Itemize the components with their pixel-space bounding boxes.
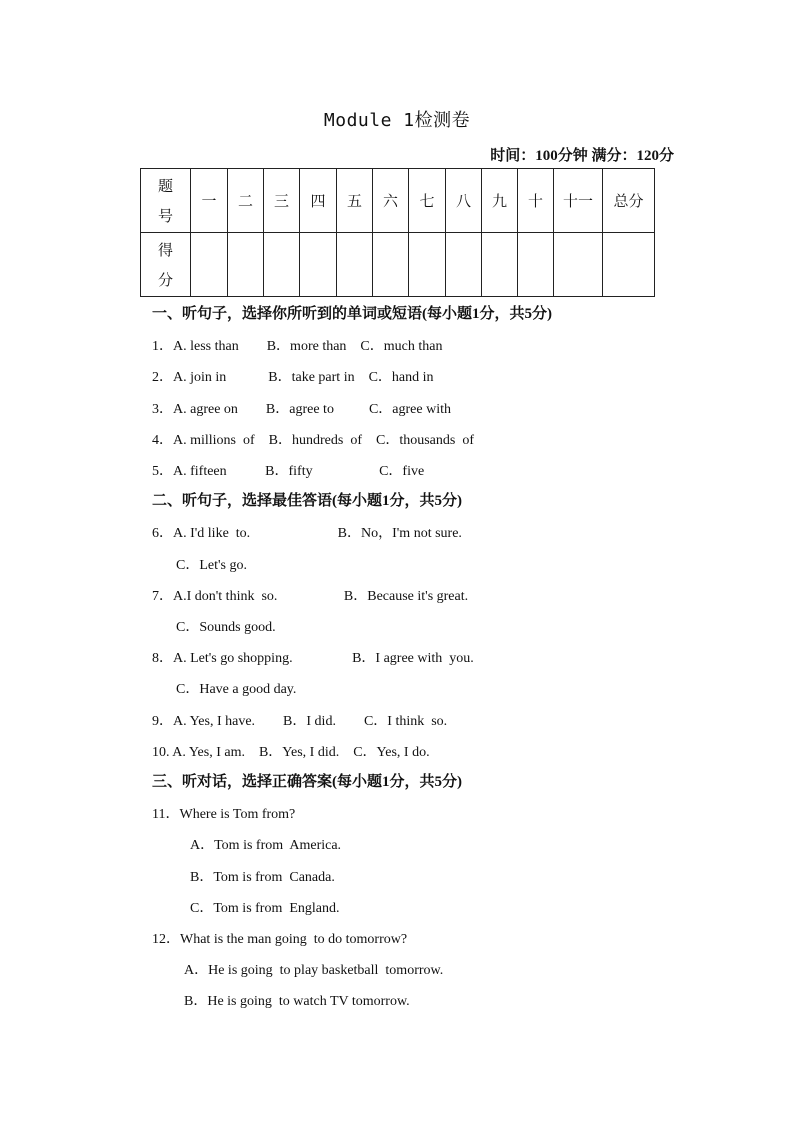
table-cell [141,169,191,233]
question-line: 3．A. agree on B．agree to C．agree with [152,402,451,417]
table-score-row [141,233,655,297]
table-cell: 十一 [554,169,603,233]
score-input-cell[interactable] [264,233,300,297]
question-line: 12．What is the man going to do tomorrow? [152,932,408,947]
question-option: B．Tom is from Canada. [190,870,335,885]
score-table [140,168,655,297]
score-input-cell[interactable] [446,233,482,297]
header-label-line: 号 [157,206,173,225]
table-cell [141,233,191,297]
score-input-cell[interactable] [603,233,655,297]
section-heading: 三、听对话，选择正确答案(每小题1分，共5分) [152,774,462,790]
table-cell: 五 [337,169,373,233]
question-line: 9．A. Yes, I have. B．I did. C．I think so. [152,714,448,729]
score-input-cell[interactable] [409,233,446,297]
table-cell: 总分 [603,169,655,233]
table-cell: 二 [228,169,264,233]
score-input-cell[interactable] [518,233,554,297]
table-cell: 十 [518,169,554,233]
score-input-cell[interactable] [191,233,228,297]
table-cell: 六 [373,169,409,233]
score-label-line: 分 [157,270,173,289]
score-input-cell[interactable] [554,233,603,297]
time-and-score: 时间：100分钟 满分：120分 [490,148,674,164]
question-line: 2．A. join in B．take part in C．hand in [152,370,434,385]
question-line: 6．A. I'd like to. B．No，I'm not sure. [152,526,462,541]
question-line: 1．A. less than B．more than C．much than [152,339,443,354]
score-input-cell[interactable] [300,233,337,297]
question-option: B．He is going to watch TV tomorrow. [184,994,410,1009]
question-option: C．Let's go. [176,558,247,573]
table-cell: 三 [264,169,300,233]
question-option: C．Tom is from England. [190,901,340,916]
question-option: A．Tom is from America. [190,838,342,853]
table-cell: 八 [446,169,482,233]
score-input-cell[interactable] [228,233,264,297]
question-option: C．Sounds good. [176,620,276,635]
question-option: A．He is going to play basketball tomorrow. [184,963,444,978]
page-title: Module 1检测卷 [323,110,471,131]
question-line: 8．A. Let's go shopping. B．I agree with you. [152,651,474,666]
table-header-row [141,169,655,233]
table-cell: 七 [409,169,446,233]
question-line: 4．A. millions of B．hundreds of C．thousands of [152,433,474,448]
question-line: 7．A.I don't think so. B．Because it's great. [152,589,469,604]
table-cell: 一 [191,169,228,233]
section-heading: 一、听句子，选择你所听到的单词或短语(每小题1分，共5分) [152,306,552,322]
table-cell: 四 [300,169,337,233]
question-line: 10. A. Yes, I am. B．Yes, I did. C．Yes, I do. [152,745,430,760]
question-line: 11．Where is Tom from? [152,807,296,822]
score-label-line: 得 [157,240,173,259]
section-heading: 二、听句子，选择最佳答语(每小题1分，共5分) [152,493,462,509]
question-option: C．Have a good day. [176,682,297,697]
score-input-cell[interactable] [373,233,409,297]
score-input-cell[interactable] [337,233,373,297]
score-input-cell[interactable] [482,233,518,297]
header-label-line: 题 [157,176,173,195]
table-cell: 九 [482,169,518,233]
question-line: 5．A. fifteen B．fifty C．five [152,464,425,479]
